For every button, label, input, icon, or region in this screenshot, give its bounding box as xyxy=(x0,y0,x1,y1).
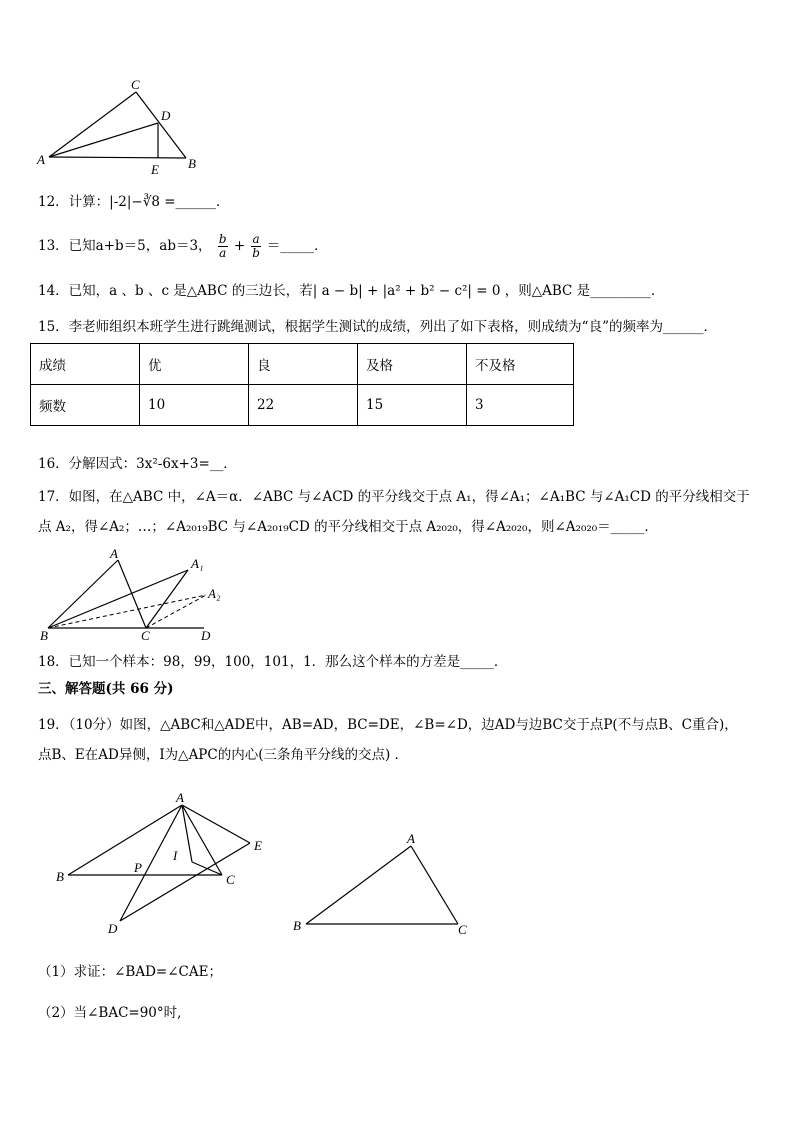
table-row xyxy=(31,385,574,426)
angle-bisector-figure xyxy=(36,546,226,644)
table-cell: 成绩 xyxy=(31,344,140,385)
label-e: E xyxy=(254,838,262,853)
question-13 xyxy=(38,233,328,260)
label-d: D xyxy=(161,108,171,123)
bisector-b-a2 xyxy=(48,595,206,628)
edge-ba xyxy=(306,846,411,924)
label-i: I xyxy=(173,848,178,863)
table-cell: 不及格 xyxy=(467,344,574,385)
table-cell: 10 xyxy=(140,385,249,426)
question-12: 12．计算：|-2|−∛8 =______． xyxy=(38,194,230,210)
question-14: 14．已知，a 、b 、c 是△ABC 的三边长，若| a − b| + |a² + b² − c²| = 0 ，则△ABC 是_________． xyxy=(38,283,665,299)
table-cell: 3 xyxy=(467,385,574,426)
label-d: D xyxy=(201,628,211,643)
label-c: C xyxy=(141,628,150,643)
plus-sign: + xyxy=(233,238,246,254)
label-b: B xyxy=(56,869,64,884)
label-a2: A₂ xyxy=(208,586,221,601)
edge-ac xyxy=(411,846,458,924)
label-e: E xyxy=(151,162,159,177)
label-c: C xyxy=(131,77,140,92)
label-c: C xyxy=(458,922,467,937)
question-19-line-1: 19．（10分）如图，△ABC和△ADE中，AB=AD，BC=DE，∠B=∠D，边AD与边BC交于点P(不与点B、C重合)， xyxy=(38,717,738,733)
section-heading: 三、解答题(共 66 分) xyxy=(38,681,174,697)
grade-frequency-table xyxy=(30,343,574,426)
label-a1: A₁ xyxy=(191,556,204,571)
question-17-line-1: 17．如图，在△ABC 中，∠A＝α．∠ABC 与∠ACD 的平分线交于点 A₁，得∠A₁；∠A₁BC 与∠A₁CD 的平分线相交于 xyxy=(38,489,750,505)
label-d: D xyxy=(108,921,118,936)
q13-suffix: ＝_____． xyxy=(266,238,328,254)
label-c: C xyxy=(226,872,235,887)
table-cell: 22 xyxy=(249,385,358,426)
triangle-abc-figure xyxy=(34,76,204,180)
question-18: 18．已知一个样本：98，99，100，101，1．那么这个样本的方差是_____． xyxy=(38,654,508,670)
edge-cb xyxy=(136,92,186,158)
bisector-c-a2 xyxy=(146,595,206,628)
table-cell: 频数 xyxy=(31,385,140,426)
fraction-b-over-a: $\frac{b}{a}$ xyxy=(218,232,227,260)
table-cell: 及格 xyxy=(358,344,467,385)
edge-ba xyxy=(48,560,118,628)
edge-ac xyxy=(118,560,146,628)
fraction-a-over-b: $\frac{a}{b}$ xyxy=(252,232,260,260)
question-19-part-2: （2）当∠BAC=90°时, xyxy=(38,1005,182,1021)
label-b: B xyxy=(40,628,48,643)
question-19-part-1: （1）求证：∠BAD=∠CAE； xyxy=(38,964,222,980)
edge-ad xyxy=(120,805,182,921)
question-17-line-2: 点 A₂，得∠A₂；…；∠A₂₀₁₉BC 与∠A₂₀₁₉CD 的平分线相交于点 A₂₀₂₀，得∠A₂₀₂₀，则∠A₂₀₂₀＝_____． xyxy=(38,519,658,535)
question-19-line-2: 点B、E在AD异侧，I为△APC的内心(三条角平分线的交点) ． xyxy=(38,747,409,763)
label-b: B xyxy=(188,156,196,171)
segment-ic xyxy=(192,862,222,875)
table-cell: 15 xyxy=(358,385,467,426)
table-cell: 优 xyxy=(140,344,249,385)
label-a: A xyxy=(110,546,118,561)
edge-ac xyxy=(49,92,136,157)
label-b: B xyxy=(293,918,301,933)
label-a: A xyxy=(407,831,415,846)
q13-prefix: 13．已知a+b＝5，ab＝3， xyxy=(38,238,212,254)
label-a: A xyxy=(37,152,45,167)
segment-ad xyxy=(49,123,158,157)
triangle-abc-right-figure xyxy=(290,830,480,940)
edge-ab xyxy=(68,805,182,875)
table-cell: 良 xyxy=(249,344,358,385)
edge-ab xyxy=(49,157,186,158)
triangles-abc-ade-figure xyxy=(52,790,272,940)
label-p: P xyxy=(134,860,142,875)
question-16: 16．分解因式：3x²-6x+3=__． xyxy=(38,456,237,472)
question-15: 15．李老师组织本班学生进行跳绳测试，根据学生测试的成绩，列出了如下表格，则成绩为“良”的频率为______． xyxy=(38,319,717,335)
table-row xyxy=(31,344,574,385)
label-a: A xyxy=(176,790,184,805)
